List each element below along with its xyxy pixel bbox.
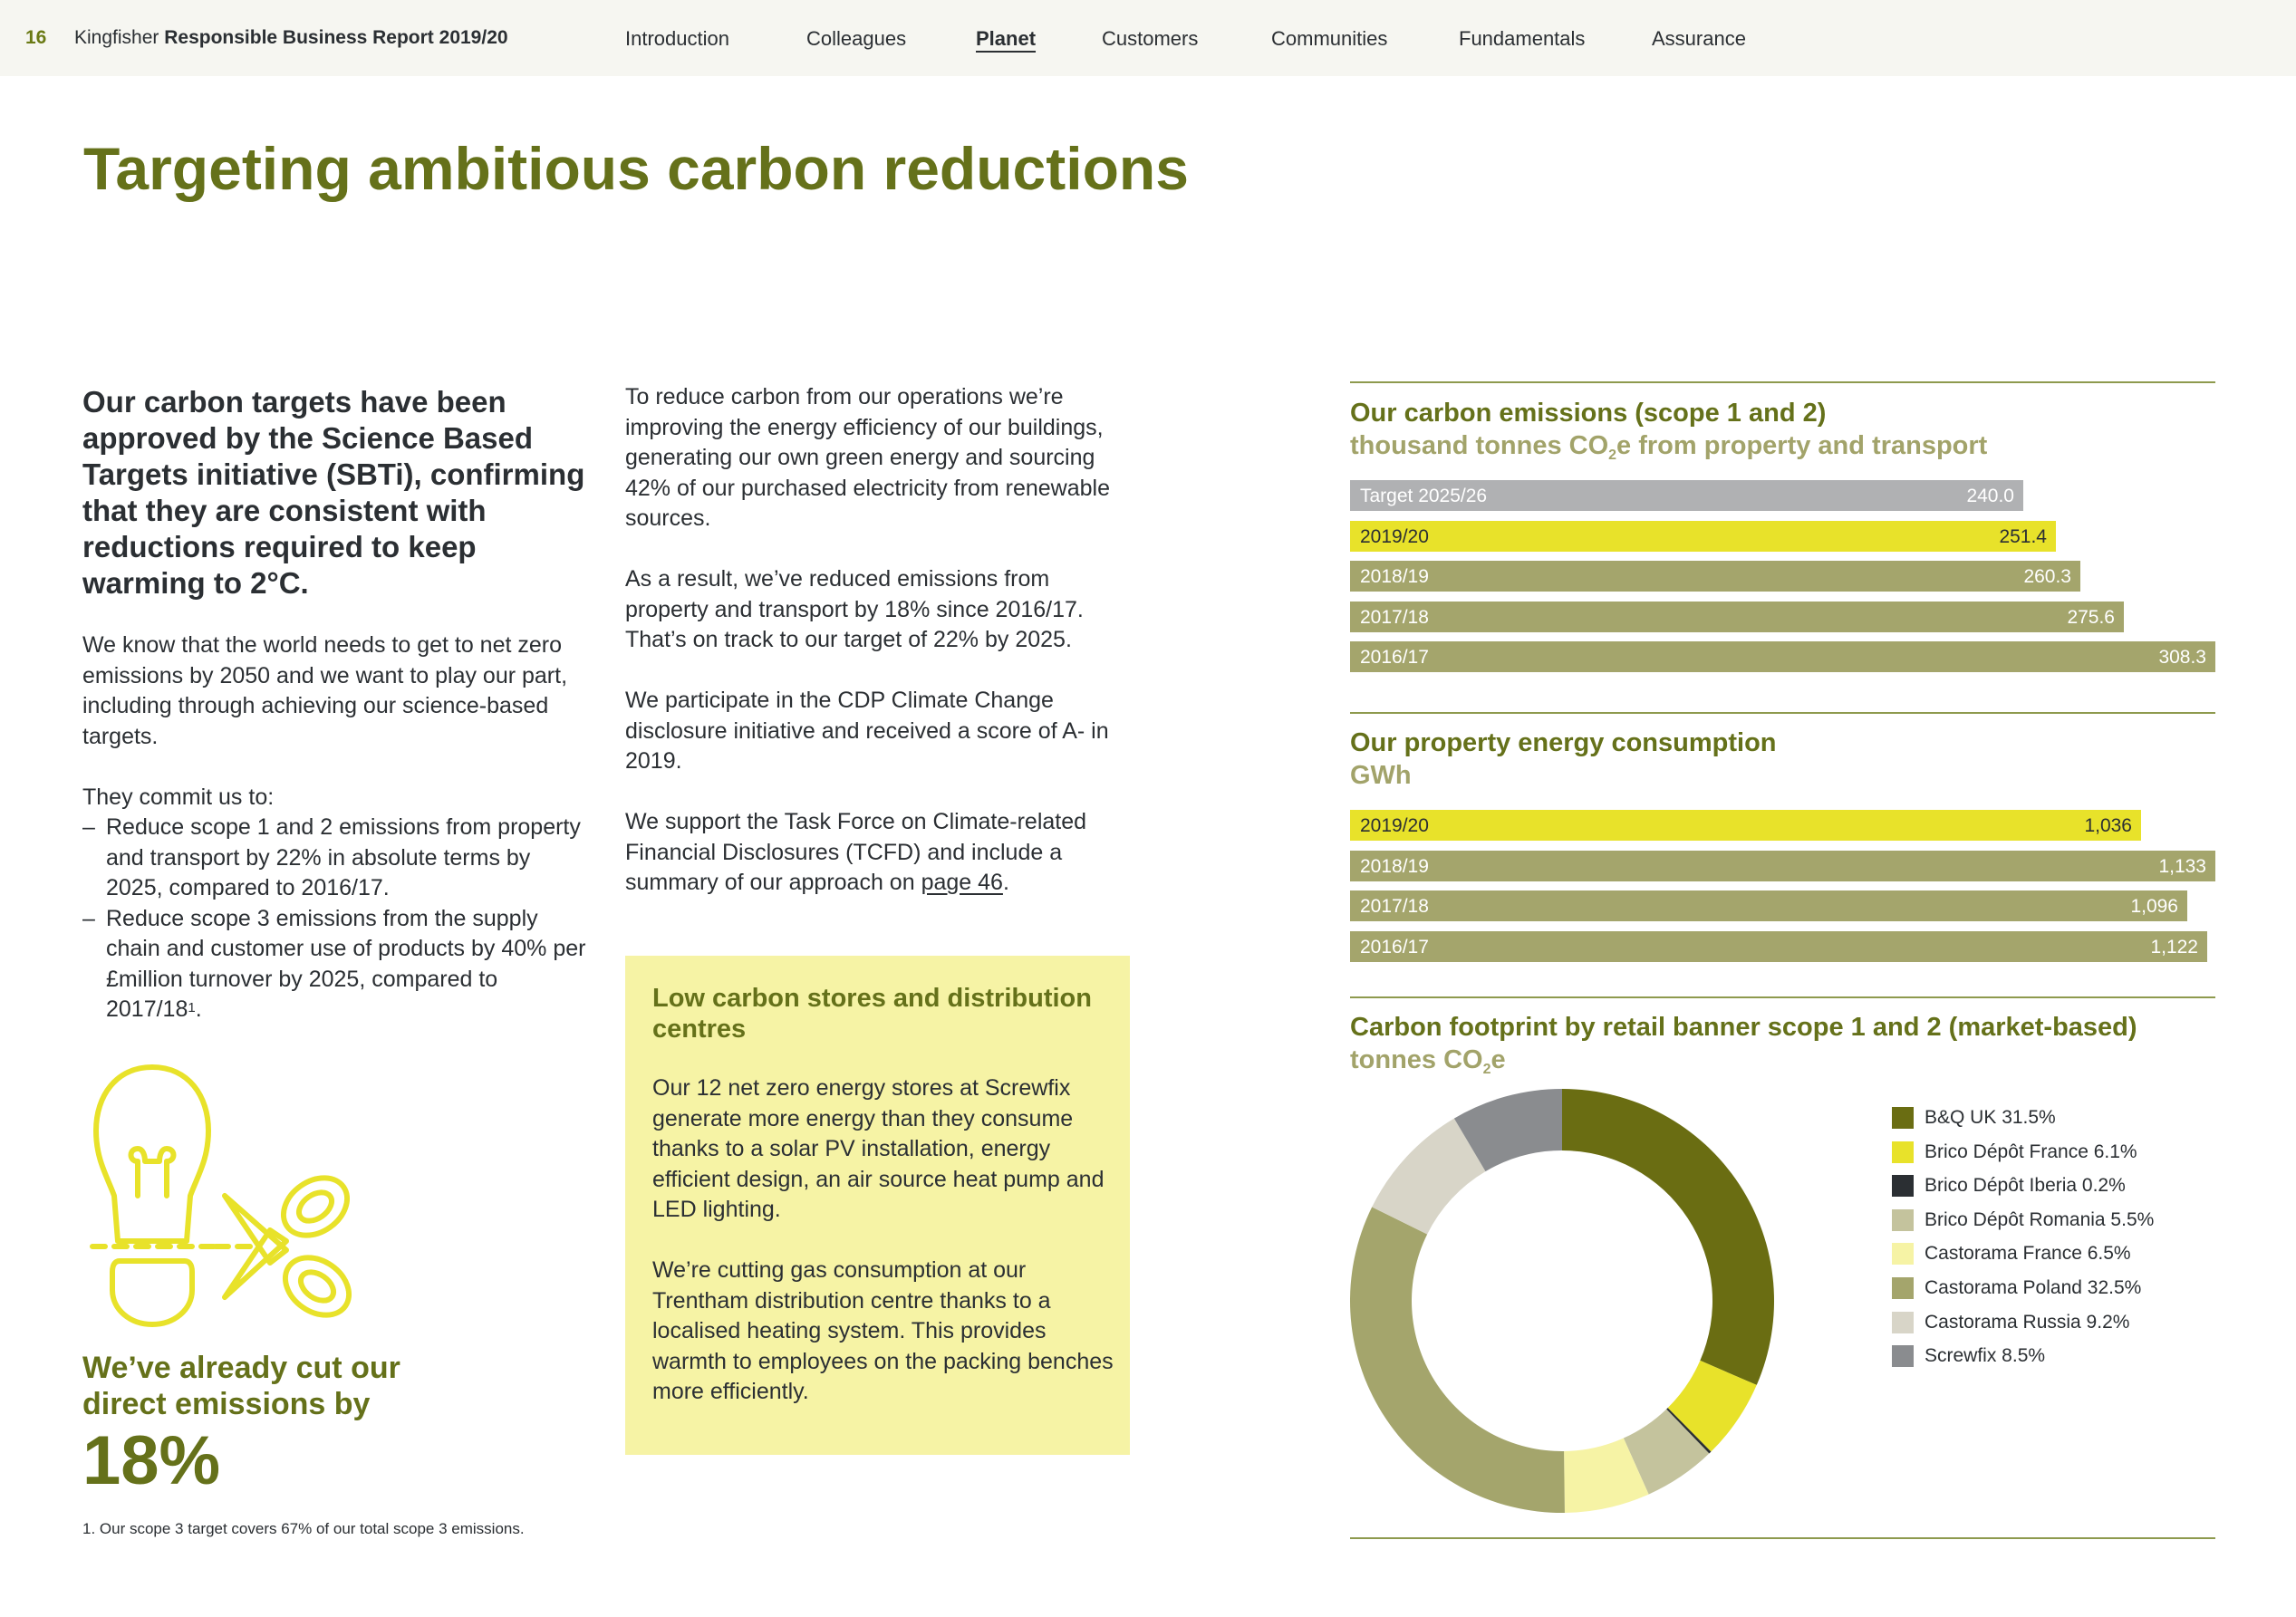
bar-value-label: 1,122: [2150, 936, 2198, 958]
bar-value-label: 1,133: [2158, 855, 2206, 877]
donut-slice-castorama-poland: [1350, 1207, 1565, 1513]
nav-communities[interactable]: Communities: [1271, 27, 1388, 50]
bar-category-label: 2016/17: [1360, 936, 1429, 958]
bar-target-2025-26: [1350, 480, 2023, 511]
middle-body: [625, 382, 1133, 929]
case-study-paragraph: We’re cutting gas consumption at our Trentham distribution centre thanks to a localised heating system. This provides warmth to employees on the packing benches more efficiently.: [652, 1257, 1114, 1404]
middle-paragraph: As a result, we’ve reduced emissions from property and transport by 18% since 2016/17. That’s on track to our target of 22% by 2025.: [625, 566, 1084, 652]
bar-value-label: 1,036: [2084, 815, 2132, 836]
bar-2017-18: [1350, 890, 2187, 921]
legend-swatch: [1892, 1141, 1914, 1163]
cut-percentage: 18%: [82, 1422, 221, 1499]
footnote: 1. Our scope 3 target covers 67% of our total scope 3 emissions.: [82, 1520, 525, 1537]
legend-swatch: [1892, 1175, 1914, 1197]
bar-category-label: 2018/19: [1360, 855, 1429, 877]
bulb-scissors-icon: [80, 1060, 397, 1332]
top-bar: [0, 0, 2296, 76]
middle-paragraph: We support the Task Force on Climate-related Financial Disclosures (TCFD) and include a summary of our approach on page 46.: [625, 809, 1087, 895]
bar-category-label: 2016/17: [1360, 647, 1429, 668]
bar-category-label: Target 2025/26: [1360, 486, 1488, 506]
bar-value-label: 275.6: [2067, 606, 2115, 628]
bar-2016-17: [1350, 641, 2215, 672]
nav-fundamentals[interactable]: Fundamentals: [1459, 27, 1586, 50]
legend-label: Screwfix 8.5%: [1925, 1345, 2046, 1367]
commit-list: [82, 813, 590, 1025]
page-number: 16: [25, 27, 47, 48]
bar-category-label: 2017/18: [1360, 896, 1429, 917]
report-title: Kingfisher Responsible Business Report 2019/20: [74, 27, 508, 48]
legend-label: Castorama Russia 9.2%: [1925, 1311, 2130, 1333]
divider: [1350, 712, 2215, 714]
legend-label: Brico Dépôt Romania 5.5%: [1925, 1208, 2155, 1230]
bar-category-label: 2018/19: [1360, 566, 1429, 587]
middle-paragraph: We participate in the CDP Climate Change disclosure initiative and received a score of A- in 2019.: [625, 688, 1109, 774]
bar-2017-18: [1350, 602, 2124, 632]
footprint-donut-chart: [1348, 1087, 1776, 1515]
bar-value-label: 251.4: [1999, 525, 2047, 547]
bar-2018-19: [1350, 851, 2215, 881]
commit-intro: They commit us to:: [82, 784, 275, 810]
bar-2019-20: [1350, 810, 2141, 841]
bar-2019-20: [1350, 521, 2056, 552]
bar-value-label: 308.3: [2158, 647, 2206, 668]
case-study-title: Low carbon stores and distribution centres: [652, 984, 1092, 1044]
cut-statement: We’ve already cut our direct emissions by: [82, 1351, 400, 1421]
footprint-chart-title: Carbon footprint by retail banner scope 1 and 2 (market-based): [1350, 1013, 2137, 1042]
energy-chart-title: Our property energy consumption: [1350, 728, 1777, 757]
legend-label: Castorama Poland 32.5%: [1925, 1276, 2142, 1298]
legend-swatch: [1892, 1345, 1914, 1367]
nav-introduction[interactable]: Introduction: [625, 27, 729, 50]
legend-label: Brico Dépôt Iberia 0.2%: [1925, 1175, 2126, 1197]
case-study-paragraph: Our 12 net zero energy stores at Screwfix generate more energy than they consume thanks to a solar PV installation, energy efficient design, an air source heat pump and LED lighting.: [652, 1075, 1105, 1222]
divider: [1350, 381, 2215, 383]
bar-2016-17: [1350, 931, 2207, 962]
legend-label: Castorama France 6.5%: [1925, 1243, 2131, 1265]
legend-swatch: [1892, 1277, 1914, 1299]
legend-label: Brico Dépôt France 6.1%: [1925, 1141, 2137, 1162]
legend-swatch: [1892, 1312, 1914, 1333]
legend-label: B&Q UK 31.5%: [1925, 1107, 2056, 1128]
lead-statement: Our carbon targets have been approved by the Science Based Targets initiative (SBTi), confirming that they are consistent with reductions required to keep warming to 2°C.: [82, 385, 585, 600]
nav-assurance[interactable]: Assurance: [1652, 27, 1746, 50]
nav-planet[interactable]: Planet: [976, 27, 1037, 50]
case-study-text: [652, 1073, 1114, 1438]
footprint-chart-subtitle: tonnes $CO_2e$: [1350, 1045, 1506, 1077]
legend-swatch: [1892, 1209, 1914, 1231]
bar-2018-19: [1350, 561, 2080, 592]
bar-category-label: 2019/20: [1360, 815, 1429, 836]
bar-category-label: 2019/20: [1360, 525, 1429, 547]
left-paragraph: We know that the world needs to get to net zero emissions by 2050 and we want to play our part, including through achieving our science-based targets.: [82, 632, 568, 749]
emissions-chart-subtitle: thousand tonnes $CO_2e$ from property and transport: [1350, 431, 1988, 463]
nav-customers[interactable]: Customers: [1102, 27, 1199, 50]
emissions-chart-title: Our carbon emissions (scope 1 and 2): [1350, 399, 1827, 428]
divider: [1350, 1537, 2215, 1539]
legend-swatch: [1892, 1243, 1914, 1265]
list-item: – Reduce scope 3 emissions from the supply chain and customer use of products by 40% per £million turnover by 2025, compared to $2017/18^1$.: [82, 904, 590, 1025]
bar-value-label: 240.0: [1966, 486, 2014, 506]
left-body: [82, 630, 590, 1025]
page-title: Targeting ambitious carbon reductions: [83, 135, 1189, 202]
bar-category-label: 2017/18: [1360, 606, 1429, 628]
donut-slice-b-q-uk: [1562, 1089, 1774, 1385]
case-study-box: [625, 956, 1130, 1455]
legend-swatch: [1892, 1107, 1914, 1129]
nav-colleagues[interactable]: Colleagues: [806, 27, 907, 50]
bar-value-label: 260.3: [2023, 566, 2071, 587]
footnote-ref[interactable]: 1: [188, 1000, 196, 1015]
page-46-link[interactable]: page 46: [921, 870, 1003, 895]
energy-chart-subtitle: GWh: [1350, 761, 1412, 790]
list-item: – Reduce scope 1 and 2 emissions from property and transport by 22% in absolute terms by 2025, compared to 2016/17.: [82, 813, 590, 904]
divider: [1350, 996, 2215, 998]
middle-paragraph: To reduce carbon from our operations we’re improving the energy efficiency of our buildings, generating our own green energy and sourcing 42% of our purchased electricity from renewable sources.: [625, 384, 1110, 531]
bar-value-label: 1,096: [2130, 896, 2178, 917]
